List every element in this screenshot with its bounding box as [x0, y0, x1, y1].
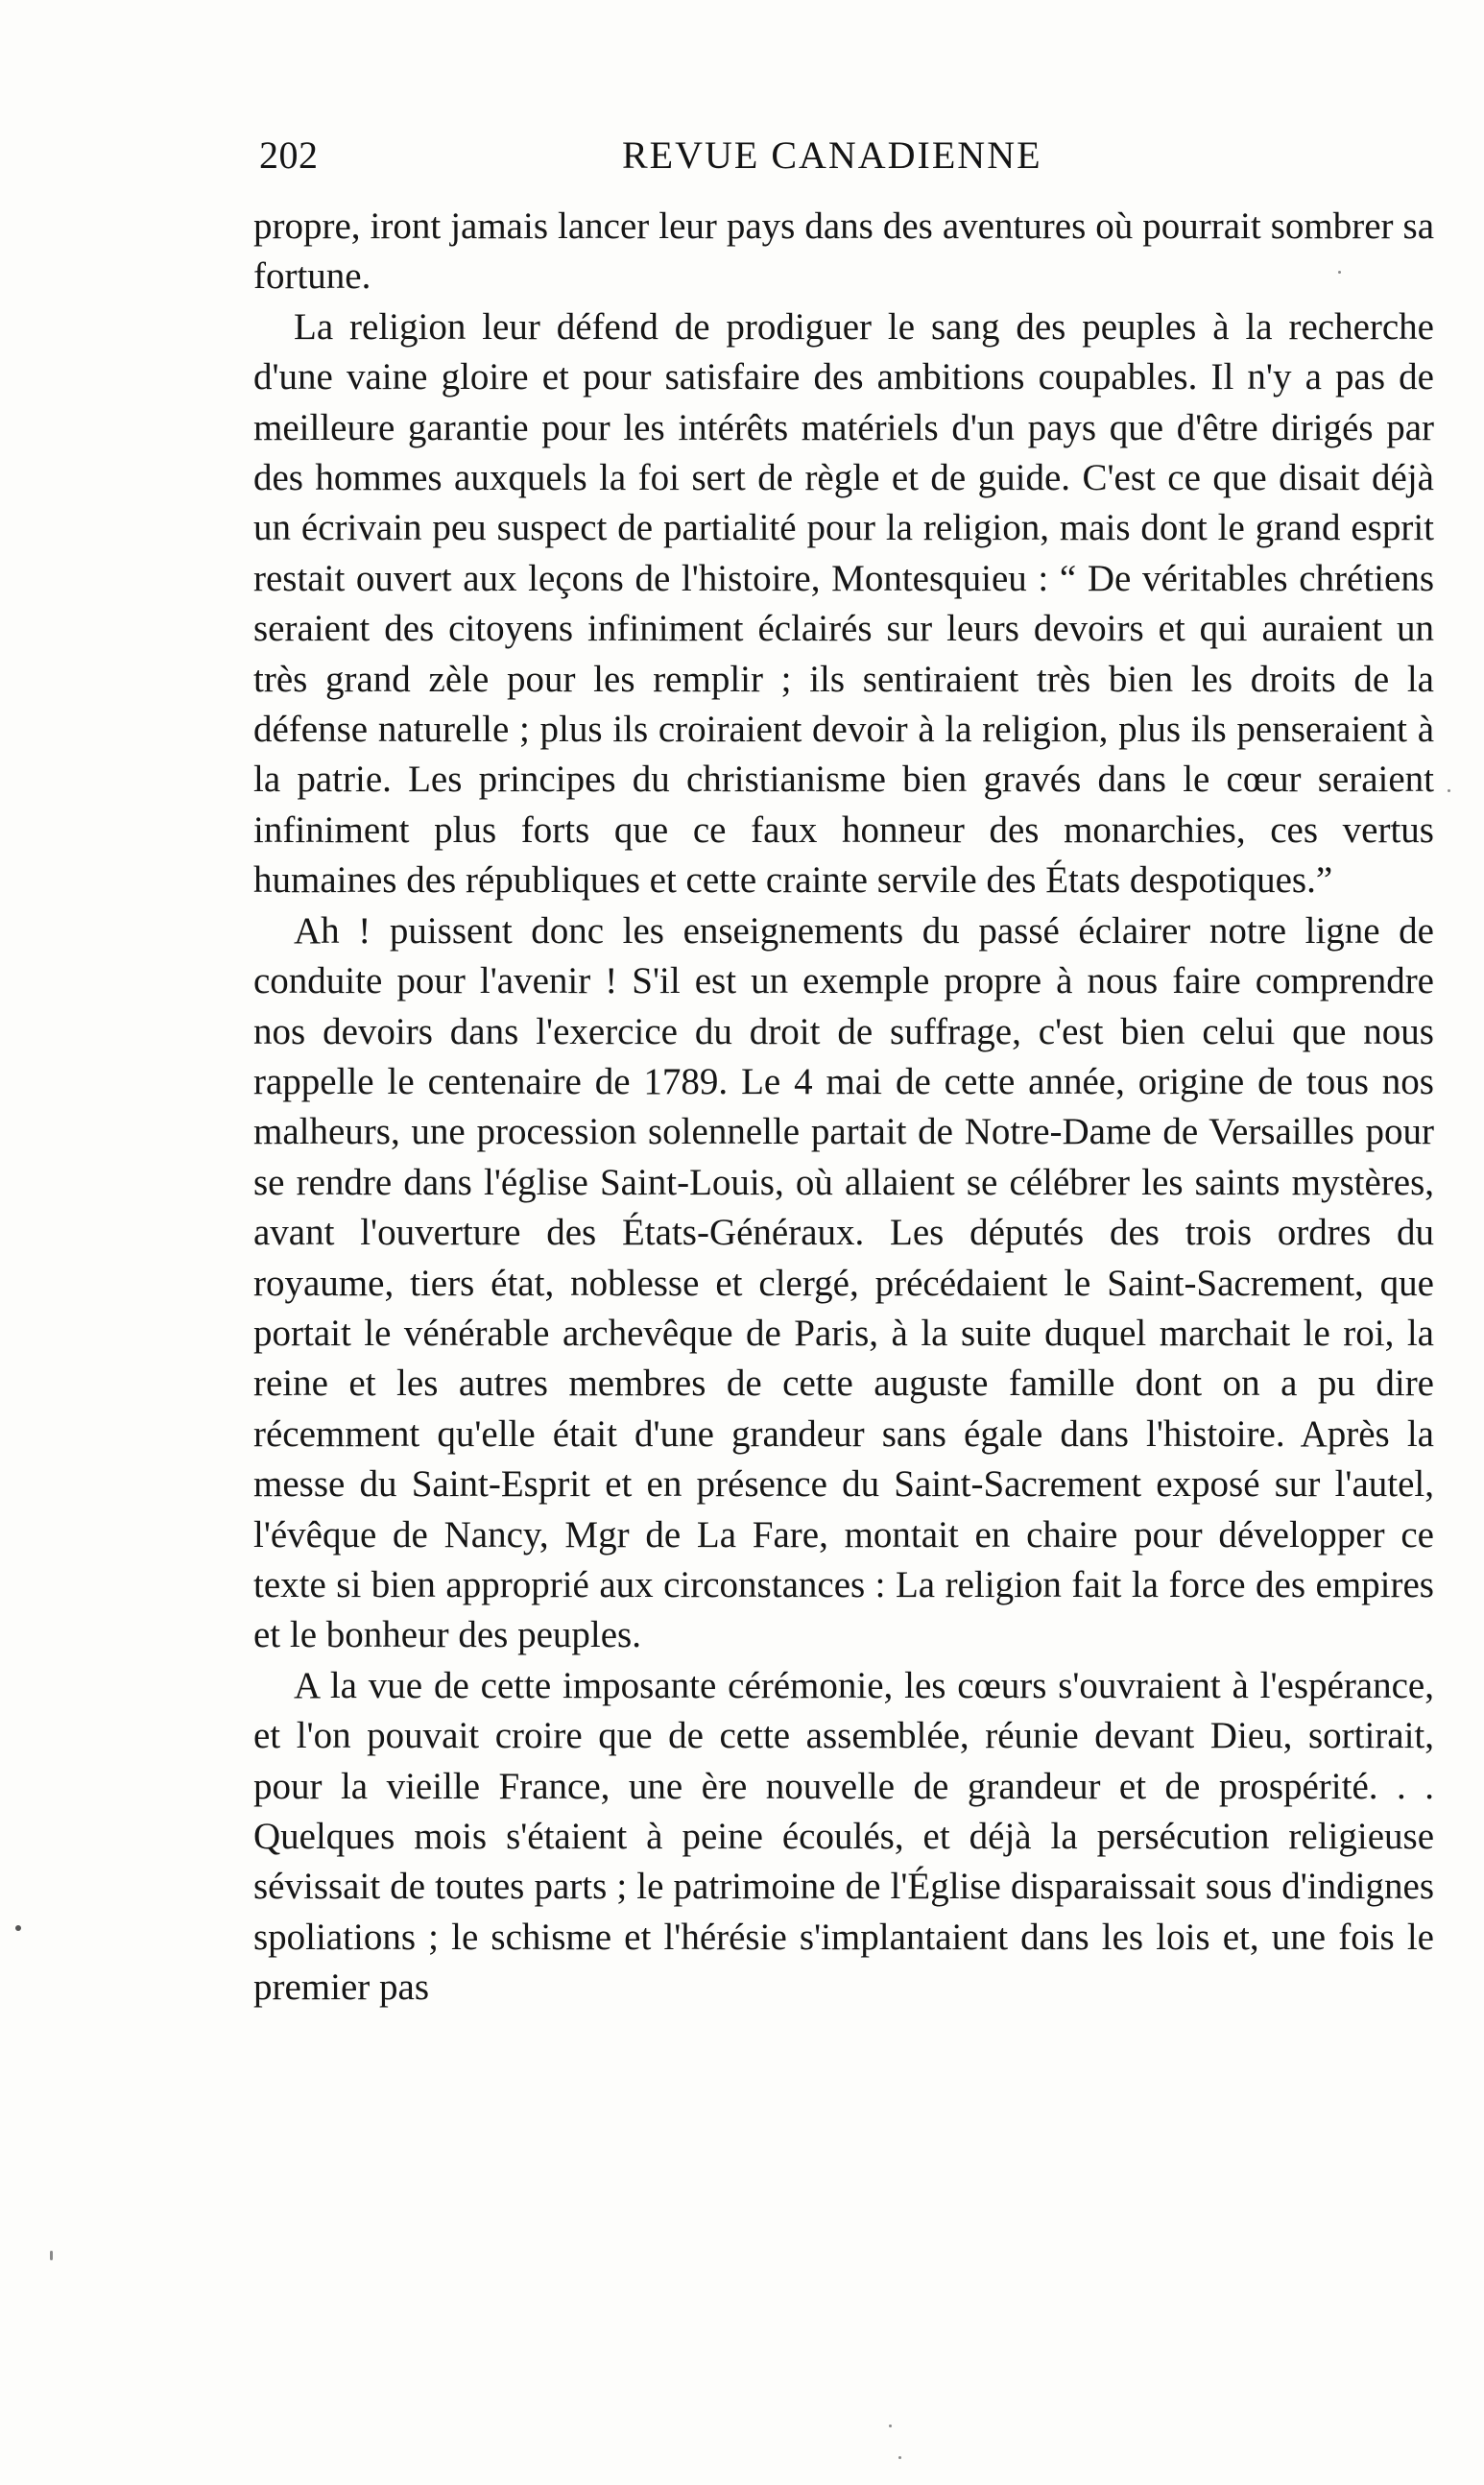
scan-speck: [15, 1925, 21, 1931]
paragraph-religion: La religion leur défend de prodiguer le sang des peuples à la recherche d'une vaine gloire et pour satisfaire des ambitions coupables. Il n'y a pas de meilleure garantie pour les intérêts matériels d'un pays que d'être dirigés par des hommes auxquels la foi sert de règle et de guide. C'est ce que disait déjà un écrivain peu suspect de partialité pour la religion, mais dont le grand esprit restait ouvert aux leçons de l'histoire, Montesquieu : “ De véritables chrétiens seraient des citoyens infiniment éclairés sur leurs devoirs et qui auraient un très grand zèle pour les remplir ; ils sentiraient très bien les droits de la défense naturelle ; plus ils croiraient devoir à la religion, plus ils penseraient à la patrie. Les principes du christianisme bien gravés dans le cœur seraient infiniment plus forts que ce faux honneur des monarchies, ces vertus humaines des républiques et cette crainte servile des États despotiques.”: [253, 305, 1434, 902]
page-header: [257, 133, 1430, 190]
scan-speck: [1448, 789, 1450, 792]
page-number: 202: [259, 133, 319, 177]
running-title: REVUE CANADIENNE: [622, 133, 1042, 177]
scan-speck: [889, 2425, 892, 2427]
scan-speck: [898, 2456, 901, 2459]
scan-speck: [1338, 271, 1341, 274]
scan-speck: [50, 2251, 53, 2260]
body-text: [253, 202, 1434, 2014]
paragraph-ah-puissent: Ah ! puissent donc les enseignements du passé éclairer notre ligne de conduite pour l'avenir ! S'il est un exemple propre à nous faire comprendre nos devoirs dans l'exercice du droit de suffrage, c'est bien celui que nous rappelle le centenaire de 1789. Le 4 mai de cette année, origine de tous nos malheurs, une procession solennelle partait de Notre-Dame de Versailles pour se rendre dans l'église Saint-Louis, où allaient se célébrer les saints mystères, avant l'ouverture des États-Généraux. Les députés des trois ordres du royaume, tiers état, noblesse et clergé, précédaient le Saint-Sacrement, que portait le vénérable archevêque de Paris, à la suite duquel marchait le roi, la reine et les autres membres de cette auguste famille dont on a pu dire récemment qu'elle était d'une grandeur sans égale dans l'histoire. Après la messe du Saint-Esprit et en présence du Saint-Sacrement exposé sur l'autel, l'évêque de Nancy, Mgr de La Fare, montait en chaire pour développer ce texte si bien approprié aux circonstances : La religion fait la force des empires et le bonheur des peuples.: [253, 909, 1434, 1656]
paragraph-continuation: propre, iront jamais lancer leur pays dans des aventures où pourrait sombrer sa fortune.: [253, 205, 1434, 298]
paragraph-a-la-vue: A la vue de cette imposante cérémonie, les cœurs s'ouvraient à l'espérance, et l'on pouvait croire que de cette assemblée, réunie devant Dieu, sortirait, pour la vieille France, une ère nouvelle de grandeur et de prospérité. . . Quelques mois s'étaient à peine écoulés, et déjà la persécution religieuse sévissait de toutes parts ; le patrimoine de l'Église disparaissait sous d'indignes spoliations ; le schisme et l'hérésie s'implantaient dans les lois et, une fois le premier pas: [253, 1664, 1434, 2009]
